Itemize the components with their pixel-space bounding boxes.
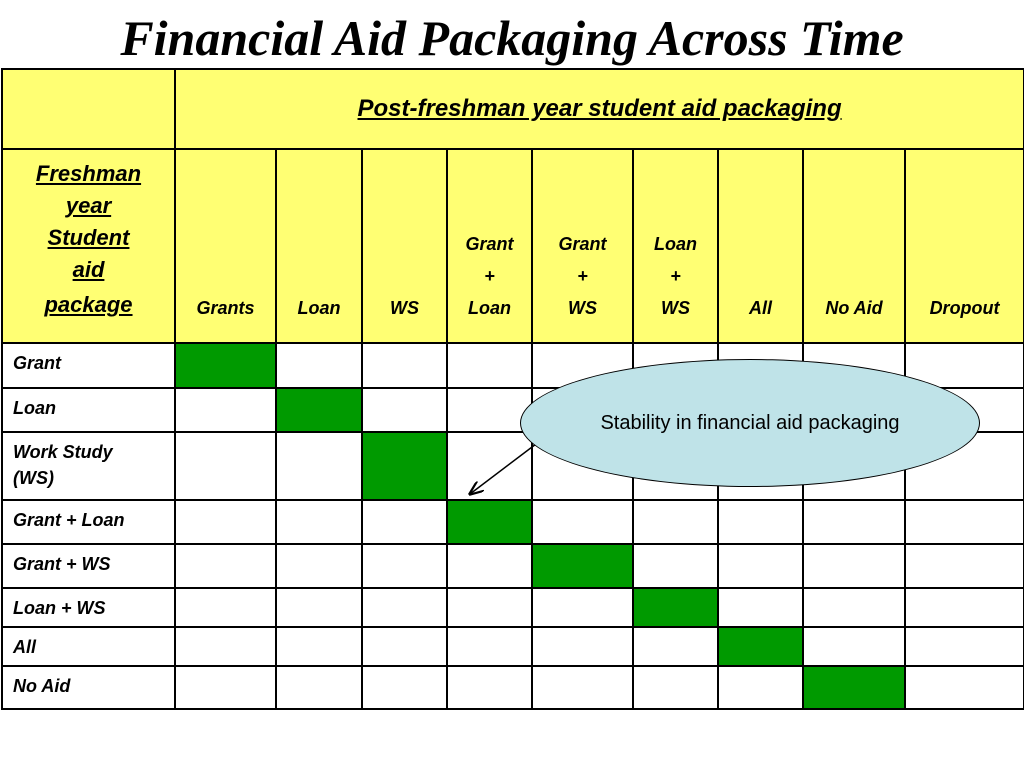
freshman-package-label xyxy=(2,149,175,343)
cell xyxy=(718,666,803,709)
col-header-line: No Aid xyxy=(825,298,883,318)
cell xyxy=(633,500,718,544)
table-row xyxy=(2,500,1024,544)
cell xyxy=(362,544,447,588)
stability-cell xyxy=(175,343,276,388)
corner-line: aid xyxy=(72,257,105,282)
col-header-no-aid xyxy=(803,149,905,343)
col-header-line: Grant xyxy=(465,234,514,254)
row-label xyxy=(2,432,175,500)
cell xyxy=(175,627,276,666)
cell xyxy=(803,500,905,544)
cell xyxy=(532,627,633,666)
table-row xyxy=(2,588,1024,627)
post-freshman-header: Post-freshman year student aid packaging xyxy=(175,69,1024,149)
col-header-ws xyxy=(362,149,447,343)
stability-cell xyxy=(276,388,362,432)
stability-cell xyxy=(718,627,803,666)
col-header-line: Grant xyxy=(558,234,607,254)
cell xyxy=(447,627,532,666)
row-label-line: Grant + WS xyxy=(13,554,111,574)
col-header-line: Loan xyxy=(654,234,697,254)
stability-cell xyxy=(803,666,905,709)
stability-callout: Stability in financial aid packaging xyxy=(520,359,980,487)
cell xyxy=(276,588,362,627)
cell xyxy=(718,588,803,627)
cell xyxy=(447,544,532,588)
col-header-line: All xyxy=(748,298,772,318)
cell xyxy=(803,544,905,588)
col-header-loan xyxy=(276,149,362,343)
row-label-line: Loan xyxy=(13,398,56,418)
col-header-grant-loan xyxy=(447,149,532,343)
cell xyxy=(532,588,633,627)
col-header-line: Loan xyxy=(468,298,511,318)
stability-cell xyxy=(532,544,633,588)
col-header-all xyxy=(718,149,803,343)
cell xyxy=(175,500,276,544)
cell xyxy=(362,588,447,627)
row-label-line: Grant xyxy=(13,353,62,373)
col-header-dropout xyxy=(905,149,1024,343)
cell xyxy=(276,500,362,544)
row-label xyxy=(2,343,175,388)
cell xyxy=(276,432,362,500)
cell xyxy=(447,666,532,709)
cell xyxy=(362,388,447,432)
row-label xyxy=(2,388,175,432)
corner-blank-cell xyxy=(2,69,175,149)
col-header-grants xyxy=(175,149,276,343)
cell xyxy=(276,627,362,666)
cell xyxy=(276,666,362,709)
col-header-line: + xyxy=(484,266,495,286)
cell xyxy=(633,627,718,666)
row-label-line: Loan + WS xyxy=(13,598,106,618)
cell xyxy=(362,500,447,544)
cell xyxy=(633,544,718,588)
corner-line: Freshman xyxy=(35,161,142,186)
slide-title: Financial Aid Packaging Across Time xyxy=(120,10,904,66)
table-row xyxy=(2,627,1024,666)
table-row xyxy=(2,544,1024,588)
cell xyxy=(447,432,532,500)
cell xyxy=(905,627,1024,666)
stability-cell xyxy=(447,500,532,544)
cell xyxy=(276,343,362,388)
corner-line: year xyxy=(65,193,112,218)
col-header-loan-ws xyxy=(633,149,718,343)
cell xyxy=(718,500,803,544)
table-row xyxy=(2,666,1024,709)
cell xyxy=(803,588,905,627)
cell xyxy=(175,388,276,432)
row-label xyxy=(2,588,175,627)
cell xyxy=(362,627,447,666)
cell xyxy=(532,500,633,544)
row-label-line: (WS) xyxy=(13,468,54,488)
col-header-line: WS xyxy=(568,298,597,318)
cell xyxy=(803,627,905,666)
stability-cell xyxy=(633,588,718,627)
row-label xyxy=(2,627,175,666)
row-label-line: Grant + Loan xyxy=(13,510,125,530)
cell xyxy=(276,544,362,588)
col-header-grant-ws xyxy=(532,149,633,343)
row-label xyxy=(2,500,175,544)
row-label xyxy=(2,544,175,588)
cell xyxy=(633,666,718,709)
col-header-line: + xyxy=(670,266,681,286)
row-label-line: Work Study xyxy=(13,442,113,462)
corner-line: package xyxy=(44,292,133,317)
cell xyxy=(175,666,276,709)
stability-cell xyxy=(362,432,447,500)
cell xyxy=(905,666,1024,709)
cell xyxy=(905,500,1024,544)
col-header-line: WS xyxy=(661,298,690,318)
col-header-line: Loan xyxy=(297,298,341,318)
cell xyxy=(447,588,532,627)
col-header-line: Dropout xyxy=(929,298,1000,318)
row-label xyxy=(2,666,175,709)
cell xyxy=(718,544,803,588)
cell xyxy=(905,544,1024,588)
cell xyxy=(532,666,633,709)
corner-line: Student xyxy=(47,225,130,250)
cell xyxy=(447,343,532,388)
cell xyxy=(362,666,447,709)
col-header-line: Grants xyxy=(196,298,255,318)
col-header-line: WS xyxy=(390,298,419,318)
cell xyxy=(175,588,276,627)
row-label-line: All xyxy=(13,637,37,657)
col-header-line: + xyxy=(577,266,588,286)
cell xyxy=(175,432,276,500)
cell xyxy=(905,588,1024,627)
cell xyxy=(175,544,276,588)
cell xyxy=(362,343,447,388)
row-label-line: No Aid xyxy=(13,676,71,696)
